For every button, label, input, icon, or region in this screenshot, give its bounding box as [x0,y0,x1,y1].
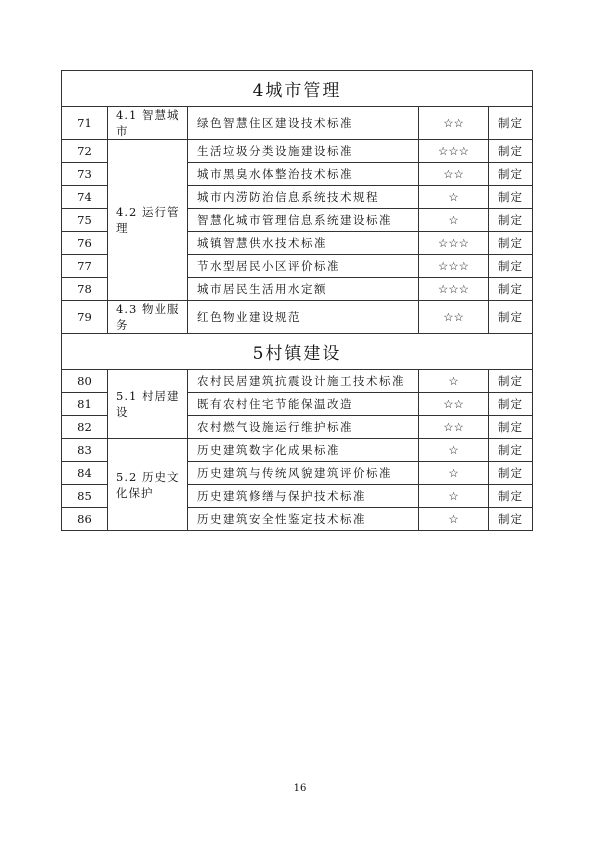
row-number: 78 [62,278,108,301]
row-number: 73 [62,163,108,186]
table-row [62,301,533,334]
row-number: 81 [62,393,108,416]
priority-stars: ☆☆ [419,393,489,416]
standard-name: 既有农村住宅节能保温改造 [188,393,419,416]
work-type: 制定 [489,301,533,334]
standard-name: 城市内涝防治信息系统技术规程 [188,186,419,209]
row-number: 80 [62,370,108,393]
row-number: 84 [62,462,108,485]
priority-stars: ☆☆ [419,416,489,439]
standard-name: 城市居民生活用水定额 [188,278,419,301]
priority-stars: ☆ [419,439,489,462]
page-number: 16 [293,783,307,794]
work-type: 制定 [489,508,533,531]
work-type: 制定 [489,140,533,163]
row-number: 71 [62,107,108,140]
standard-name: 绿色智慧住区建设技术标准 [188,107,419,140]
priority-stars: ☆☆ [419,163,489,186]
priority-stars: ☆☆☆ [419,232,489,255]
standard-name: 生活垃圾分类设施建设标准 [188,140,419,163]
work-type: 制定 [489,163,533,186]
priority-stars: ☆☆ [419,107,489,140]
work-type: 制定 [489,370,533,393]
standard-name: 红色物业建设规范 [188,301,419,334]
row-number: 76 [62,232,108,255]
work-type: 制定 [489,209,533,232]
category-cell: 4.3 物业服务 [108,301,188,334]
priority-stars: ☆ [419,485,489,508]
work-type: 制定 [489,439,533,462]
row-number: 77 [62,255,108,278]
priority-stars: ☆☆☆ [419,278,489,301]
section-title: 4城市管理 [62,71,533,107]
priority-stars: ☆☆☆ [419,255,489,278]
standard-name: 农村燃气设施运行维护标准 [188,416,419,439]
priority-stars: ☆☆☆ [419,140,489,163]
category-cell: 4.2 运行管理 [108,140,188,301]
row-number: 85 [62,485,108,508]
category-cell: 5.2 历史文化保护 [108,439,188,531]
standard-name: 历史建筑修缮与保护技术标准 [188,485,419,508]
work-type: 制定 [489,416,533,439]
standard-name: 历史建筑与传统风貌建筑评价标准 [188,462,419,485]
work-type: 制定 [489,485,533,508]
table-row [62,107,533,140]
work-type: 制定 [489,462,533,485]
priority-stars: ☆ [419,370,489,393]
priority-stars: ☆ [419,209,489,232]
standard-name: 农村民居建筑抗震设计施工技术标准 [188,370,419,393]
category-cell: 5.1 村居建设 [108,370,188,439]
row-number: 79 [62,301,108,334]
row-number: 74 [62,186,108,209]
category-cell: 4.1 智慧城市 [108,107,188,140]
section-header-row [62,334,533,370]
priority-stars: ☆ [419,186,489,209]
row-number: 75 [62,209,108,232]
table-row [62,140,533,163]
standards-table [61,70,533,531]
standard-name: 节水型居民小区评价标准 [188,255,419,278]
standard-name: 历史建筑安全性鉴定技术标准 [188,508,419,531]
standard-name: 历史建筑数字化成果标准 [188,439,419,462]
row-number: 86 [62,508,108,531]
row-number: 83 [62,439,108,462]
table-row [62,370,533,393]
work-type: 制定 [489,255,533,278]
work-type: 制定 [489,186,533,209]
table-row [62,439,533,462]
section-header-row [62,71,533,107]
work-type: 制定 [489,393,533,416]
work-type: 制定 [489,107,533,140]
standard-name: 城市黑臭水体整治技术标准 [188,163,419,186]
row-number: 82 [62,416,108,439]
row-number: 72 [62,140,108,163]
priority-stars: ☆ [419,462,489,485]
priority-stars: ☆ [419,508,489,531]
standard-name: 城镇智慧供水技术标准 [188,232,419,255]
standard-name: 智慧化城市管理信息系统建设标准 [188,209,419,232]
section-title: 5村镇建设 [62,334,533,370]
work-type: 制定 [489,278,533,301]
priority-stars: ☆☆ [419,301,489,334]
work-type: 制定 [489,232,533,255]
